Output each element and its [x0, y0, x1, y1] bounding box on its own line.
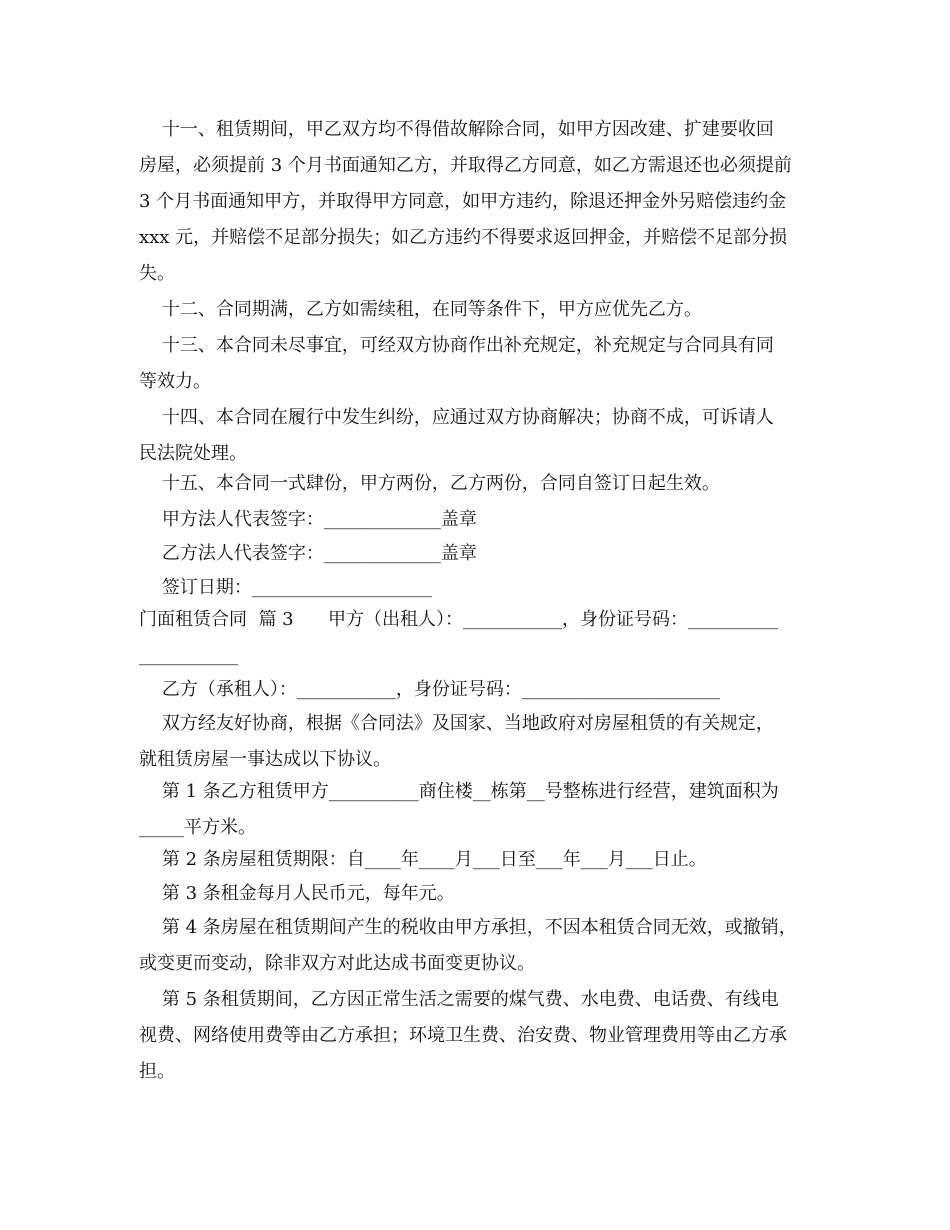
article-1-line: 第 1 条乙方租赁甲方__________商住楼__栋第__号整栋进行经营，建筑面积为 — [139, 781, 779, 802]
article-5-line: 担。 — [139, 1061, 175, 1082]
article-1-line: _____平方米。 — [139, 817, 256, 838]
clause-11-paragraph — [139, 112, 819, 292]
clause-12-paragraph — [139, 292, 819, 328]
intro-line: 双方经友好协商，根据《合同法》及国家、当地政府对房屋租赁的有关规定， — [139, 713, 774, 734]
clause-14-line: 十四、本合同在履行中发生纠纷，应通过双方协商解决；协商不成，可诉请人 — [139, 407, 774, 428]
clause-13-line: 等效力。 — [139, 371, 211, 392]
article-4 — [139, 910, 819, 982]
party-b-signature-line: 乙方法人代表签字：_____________盖章 — [139, 543, 477, 564]
clause-15-line: 十五、本合同一式肆份，甲方两份，乙方两份，合同自签订日起生效。 — [139, 473, 720, 494]
clause-11-line: 失。 — [139, 263, 175, 284]
clause-15-paragraph — [139, 466, 819, 502]
clause-11-line: 十一、租赁期间，甲乙双方均不得借故解除合同，如甲方因改建、扩建要收回 — [139, 119, 774, 140]
sign-date-line: 签订日期：____________________ — [139, 577, 432, 598]
contract-3-header-continuation: ___________ — [139, 645, 238, 666]
clause-13-line: 十三、本合同未尽事宜，可经双方协商作出补充规定，补充规定与合同具有同 — [139, 335, 774, 356]
clause-14-paragraph — [139, 400, 819, 472]
clause-14-line: 民法院处理。 — [139, 443, 247, 464]
clause-11-line: 房屋，必须提前 3 个月书面通知乙方，并取得乙方同意，如乙方需退还也必须提前 — [139, 155, 792, 176]
article-2: 第 2 条房屋租赁期限：自____年____月___日至___年___月___日止。 — [139, 849, 707, 870]
article-4-line: 第 4 条房屋在租赁期间产生的税收由甲方承担，不因本租赁合同无效，或撤销， — [139, 917, 797, 938]
intro-line: 就租赁房屋一事达成以下协议。 — [139, 749, 391, 770]
article-5-line: 第 5 条租赁期间，乙方因正常生活之需要的煤气费、水电费、电话费、有线电 — [139, 989, 779, 1010]
party-a-signature-line: 甲方法人代表签字：_____________盖章 — [139, 509, 477, 530]
clause-13-paragraph — [139, 328, 819, 400]
contract-3-intro — [139, 706, 819, 778]
article-4-line: 或变更而变动，除非双方对此达成书面变更协议。 — [139, 953, 535, 974]
contract-3-header: 门面租赁合同 篇 3 甲方（出租人）：___________，身份证号码：__________ — [139, 609, 778, 630]
article-3: 第 3 条租金每月人民币元，每年元。 — [139, 883, 455, 904]
party-b-tenant-line: 乙方（承租人）：___________，身份证号码：______________________ — [139, 679, 720, 700]
clause-11-line: 3 个月书面通知甲方，并取得甲方同意，如甲方违约，除退还押金外另赔偿违约金 — [139, 191, 787, 212]
article-5 — [139, 982, 819, 1090]
article-5-line: 视费、网络使用费等由乙方承担；环境卫生费、治安费、物业管理费用等由乙方承 — [139, 1025, 787, 1046]
clause-12-line: 十二、合同期满，乙方如需续租，在同等条件下，甲方应优先乙方。 — [139, 299, 702, 320]
article-1 — [139, 774, 819, 846]
clause-11-line: xxx 元，并赔偿不足部分损失；如乙方违约不得要求返回押金，并赔偿不足部分损 — [139, 227, 788, 248]
